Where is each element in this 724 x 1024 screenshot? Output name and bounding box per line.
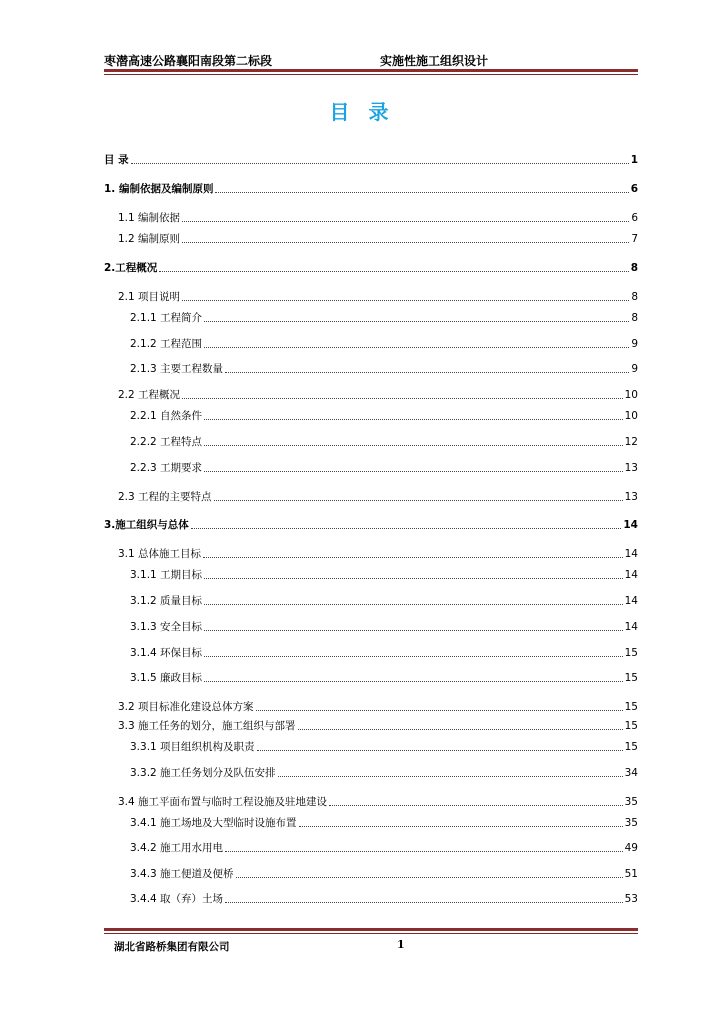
toc-entry-page: 13	[624, 491, 638, 503]
toc-entry-page: 15	[624, 741, 638, 753]
toc-entry-title: 2.3 工程的主要特点	[118, 491, 212, 503]
toc-entry-page: 14	[624, 548, 638, 560]
toc-entry[interactable]	[104, 518, 638, 532]
toc-entry[interactable]	[104, 766, 638, 780]
toc-entry-title: 2.2.2 工程特点	[130, 436, 203, 448]
toc-entry-page: 13	[624, 462, 638, 474]
toc-entry-title: 2.2 工程概况	[118, 389, 181, 401]
toc-entry[interactable]	[104, 435, 638, 449]
toc-entry-title: 1.2 编制原则	[118, 233, 181, 245]
toc-entry[interactable]	[104, 261, 638, 275]
toc-leader-dots	[191, 527, 622, 529]
toc-leader-dots	[225, 850, 623, 852]
toc-entry-title: 2.1.2 工程范围	[130, 338, 203, 350]
toc-leader-dots	[214, 499, 623, 501]
toc-entry[interactable]	[104, 311, 638, 325]
toc-entry-page: 10	[624, 410, 638, 422]
toc-entry-page: 51	[624, 868, 638, 880]
toc-entry-title: 3.1.1 工期目标	[130, 569, 203, 581]
toc-leader-dots	[204, 629, 623, 631]
toc-entry[interactable]	[104, 671, 638, 685]
toc-entry-page: 9	[631, 338, 638, 350]
toc-entry-title: 3.1.5 廉政目标	[130, 672, 203, 684]
toc-title: 目 录	[329, 100, 395, 124]
toc-entry-page: 53	[624, 893, 638, 905]
toc-entry[interactable]	[104, 816, 638, 830]
toc-entry[interactable]	[104, 620, 638, 634]
toc-entry-title: 3.1.3 安全目标	[130, 621, 203, 633]
toc-entry-page: 12	[624, 436, 638, 448]
toc-entry[interactable]	[104, 719, 638, 733]
toc-entry-title: 2.工程概况	[104, 262, 158, 274]
toc-entry-page: 35	[624, 817, 638, 829]
toc-entry-page: 8	[631, 291, 638, 303]
toc-entry-title: 3.1 总体施工目标	[118, 548, 202, 560]
toc-entry-page: 34	[624, 767, 638, 779]
toc-entry-title: 2.1.3 主要工程数量	[130, 363, 224, 375]
toc-entry-page: 9	[631, 363, 638, 375]
toc-leader-dots	[215, 191, 628, 193]
toc-leader-dots	[225, 901, 623, 903]
toc-leader-dots	[204, 577, 623, 579]
toc-entry-title: 2.1.1 工程简介	[130, 312, 203, 324]
toc-entry-page: 8	[630, 262, 638, 274]
toc-entry-page: 14	[623, 519, 638, 531]
toc-entry-page: 6	[631, 212, 638, 224]
toc-entry-title: 3.1.2 质量目标	[130, 595, 203, 607]
toc-entry-page: 14	[624, 595, 638, 607]
toc-entry[interactable]	[104, 568, 638, 582]
header-rule-thick	[104, 69, 638, 72]
toc-entry-page: 10	[624, 389, 638, 401]
toc-leader-dots	[182, 299, 629, 301]
toc-entry[interactable]	[104, 490, 638, 504]
toc-entry[interactable]	[104, 594, 638, 608]
toc-entry-page: 15	[624, 720, 638, 732]
toc-leader-dots	[225, 371, 629, 373]
toc-leader-dots	[203, 556, 623, 558]
footer-page-number: 1	[397, 938, 405, 951]
footer-rule-thick	[104, 928, 638, 931]
toc-entry[interactable]	[104, 461, 638, 475]
header-document-type: 实施性施工组织设计	[380, 54, 489, 68]
toc-entry-title: 3.4.2 施工用水用电	[130, 842, 224, 854]
toc-entry[interactable]	[104, 700, 638, 714]
toc-entry-page: 14	[624, 621, 638, 633]
toc-leader-dots	[204, 603, 623, 605]
toc-entry[interactable]	[104, 337, 638, 351]
footer-rule-thin	[104, 933, 638, 934]
toc-entry[interactable]	[104, 182, 638, 196]
toc-entry-page: 14	[624, 569, 638, 581]
header-rule-thin	[104, 74, 638, 75]
toc-entry-title: 2.1 项目说明	[118, 291, 181, 303]
toc-leader-dots	[204, 470, 623, 472]
toc-entry-page: 1	[630, 154, 638, 166]
toc-entry[interactable]	[104, 290, 638, 304]
toc-entry-page: 49	[624, 842, 638, 854]
toc-leader-dots	[182, 220, 629, 222]
page-header	[104, 52, 638, 78]
toc-entry-title: 目 录	[104, 154, 129, 166]
toc-entry[interactable]	[104, 892, 638, 906]
toc-entry-page: 15	[624, 672, 638, 684]
toc-entry[interactable]	[104, 388, 638, 402]
toc-entry-title: 1.1 编制依据	[118, 212, 181, 224]
toc-entry-title: 3.3 施工任务的划分，施工组织与部署	[118, 720, 296, 732]
page-footer	[104, 928, 638, 954]
toc-leader-dots	[299, 825, 623, 827]
toc-entry-title: 2.2.3 工期要求	[130, 462, 203, 474]
toc-entry[interactable]	[104, 795, 638, 809]
toc-leader-dots	[257, 749, 623, 751]
toc-leader-dots	[204, 346, 629, 348]
toc-entry[interactable]	[104, 211, 638, 225]
toc-entry[interactable]	[104, 867, 638, 881]
toc-entry-page: 8	[631, 312, 638, 324]
footer-company-name: 湖北省路桥集团有限公司	[114, 941, 230, 953]
toc-entry-title: 3.4 施工平面布置与临时工程设施及驻地建设	[118, 796, 328, 808]
toc-entry-page: 35	[624, 796, 638, 808]
toc-entry-title: 3.3.1 项目组织机构及职责	[130, 741, 255, 753]
toc-leader-dots	[182, 241, 629, 243]
toc-leader-dots	[204, 655, 623, 657]
toc-leader-dots	[204, 444, 623, 446]
toc-leader-dots	[131, 162, 629, 164]
toc-entry-page: 15	[624, 701, 638, 713]
toc-leader-dots	[204, 418, 623, 420]
toc-leader-dots	[298, 728, 623, 730]
toc-entry[interactable]	[104, 547, 638, 561]
toc-entry-page: 6	[630, 183, 638, 195]
toc-entry[interactable]	[104, 409, 638, 423]
toc-entry-page: 7	[631, 233, 638, 245]
toc-entry[interactable]	[104, 153, 638, 167]
toc-leader-dots	[204, 680, 623, 682]
toc-entry[interactable]	[104, 232, 638, 246]
header-project-name: 枣潜高速公路襄阳南段第二标段	[104, 54, 273, 68]
toc-entry-title: 3.施工组织与总体	[104, 519, 189, 531]
toc-entry[interactable]	[104, 646, 638, 660]
toc-entry-title: 3.4.1 施工场地及大型临时设施布置	[130, 817, 297, 829]
toc-leader-dots	[182, 397, 623, 399]
toc-leader-dots	[159, 270, 628, 272]
toc-entry-title: 3.4.3 施工便道及便桥	[130, 868, 234, 880]
toc-entry-page: 15	[624, 647, 638, 659]
toc-entry-title: 3.1.4 环保目标	[130, 647, 203, 659]
toc-leader-dots	[236, 876, 623, 878]
toc-entry-title: 3.2 项目标准化建设总体方案	[118, 701, 254, 713]
toc-entry-title: 3.3.2 施工任务划分及队伍安排	[130, 767, 276, 779]
toc-leader-dots	[329, 804, 623, 806]
toc-entry[interactable]	[104, 362, 638, 376]
toc-entry[interactable]	[104, 841, 638, 855]
toc-leader-dots	[256, 709, 623, 711]
toc-entry-title: 3.4.4 取（弃）土场	[130, 893, 224, 905]
toc-leader-dots	[278, 775, 623, 777]
toc-entry-title: 1. 编制依据及编制原则	[104, 183, 214, 195]
toc-leader-dots	[204, 320, 629, 322]
toc-entry-title: 2.2.1 自然条件	[130, 410, 203, 422]
toc-entry[interactable]	[104, 740, 638, 754]
